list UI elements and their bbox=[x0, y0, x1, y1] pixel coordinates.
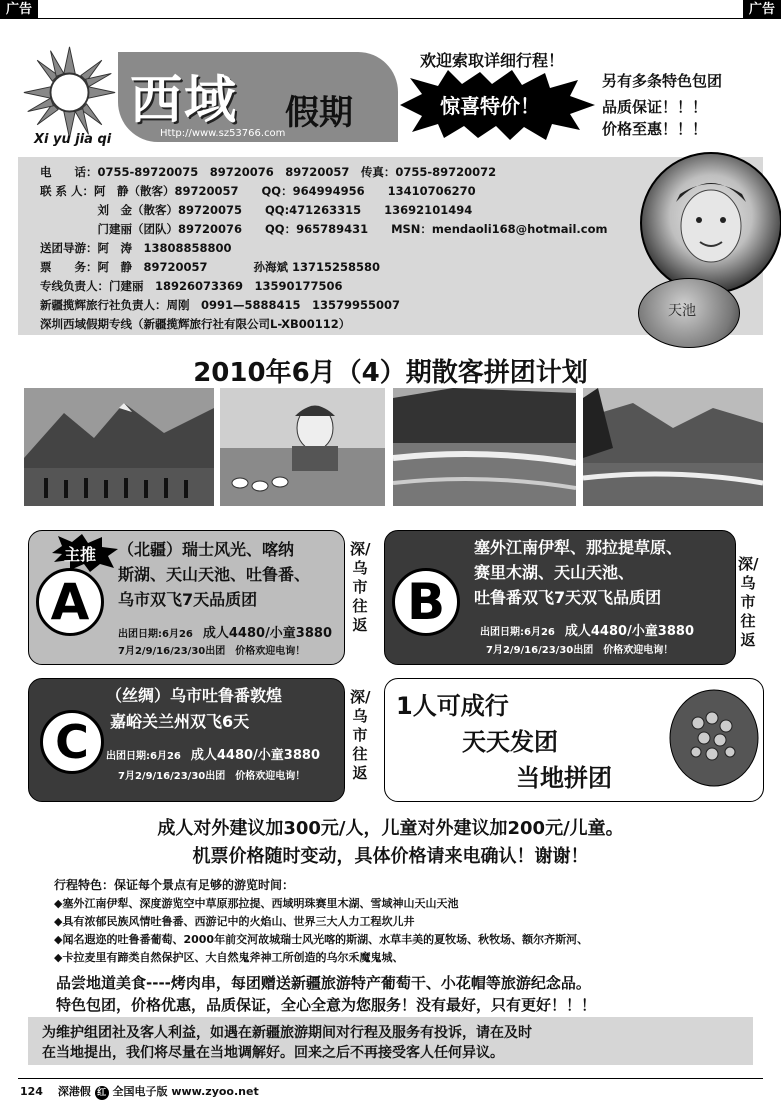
contact-person-2: 刘 金（散客）89720075 QQ:471263315 13692101494 bbox=[40, 203, 473, 217]
tour-c-more-dates: 7月2/9/16/23/30出团 价格欢迎电询！ bbox=[118, 771, 306, 782]
photo-mountain-river bbox=[583, 388, 763, 506]
feature-item: ◆卡拉麦里有蹄类自然保护区、大自然鬼斧神工所创造的乌尔禾魔鬼城、 bbox=[54, 951, 404, 964]
complaint-notice bbox=[28, 1017, 753, 1065]
contact-company: 深圳西域假期专线（新疆揽辉旅行社有限公司L-XB00112） bbox=[40, 317, 351, 331]
tour-b-child-price: /小童3880 bbox=[627, 624, 694, 639]
contact-phone: 电 话：0755-89720075 89720076 89720057 传真：0755-89720072 bbox=[40, 165, 497, 179]
contact-line-manager: 专线负责人：门建丽 18926073369 13590177506 bbox=[40, 279, 343, 293]
stone-inscription: 天池 bbox=[668, 303, 696, 319]
portrait-photo bbox=[640, 152, 781, 294]
tour-c-adult-price: 成人4480 bbox=[190, 748, 254, 763]
photo-grassland-girl bbox=[220, 388, 385, 506]
ad-label-right: 广告 bbox=[743, 0, 781, 19]
tour-c-dates: 出团日期:6月26 成人4480/小童3880 bbox=[106, 748, 320, 763]
tour-c-route: 深/乌市往返 bbox=[350, 688, 371, 782]
contact-agency-manager: 新疆揽辉旅行社负责人：周刚 0991—5888415 13579955007 bbox=[40, 298, 401, 312]
contact-person-1: 联 系 人：阿 静（散客）89720057 QQ：964994956 13410706270 bbox=[40, 184, 476, 198]
tour-a-more-dates: 7月2/9/16/23/30出团 价格欢迎电询！ bbox=[118, 646, 306, 657]
footer-mark-icon: 红 bbox=[95, 1086, 109, 1100]
tour-a-title-1: （北疆）瑞士风光、喀纳 bbox=[118, 540, 295, 559]
tour-d-line-1: 1人可成行 bbox=[396, 692, 509, 720]
featured-badge-text: 主推 bbox=[64, 545, 97, 564]
tour-c-title-2: 嘉峪关兰州双飞6天 bbox=[110, 712, 250, 731]
sun-logo-icon bbox=[22, 45, 117, 140]
tour-b-letter: B bbox=[392, 568, 460, 636]
tour-a-title-3: 乌市双飞7天品质团 bbox=[118, 590, 258, 609]
logo-pinyin: Xi yu jia qi bbox=[34, 132, 112, 147]
feature-item: ◆塞外江南伊犁、深度游览空中草原那拉提、西域明珠赛里木湖、雪域神山天山天池 bbox=[54, 897, 459, 910]
other-packages-text: 另有多条特色包团 bbox=[602, 72, 723, 90]
contact-person-3: 门建丽（团队）89720076 QQ：965789431 MSN：mendaoli168@hotmail.com bbox=[40, 222, 608, 236]
tour-b-route: 深/乌市往返 bbox=[738, 555, 759, 649]
tour-b-more-dates: 7月2/9/16/23/30出团 价格欢迎电询！ bbox=[486, 645, 674, 656]
welcome-text: 欢迎索取详细行程！ bbox=[420, 51, 565, 70]
tour-a-title-2: 斯湖、天山天池、吐鲁番、 bbox=[118, 565, 311, 584]
tour-a-letter: A bbox=[36, 568, 104, 636]
tour-a-child-price: /小童3880 bbox=[265, 626, 332, 641]
grape-vine-photo bbox=[668, 688, 760, 788]
tour-b-dates: 出团日期:6月26 成人4480/小童3880 bbox=[480, 624, 694, 639]
tour-d-line-3: 当地拼团 bbox=[516, 764, 612, 792]
tour-b-title-2: 赛里木湖、天山天池、 bbox=[474, 563, 635, 582]
service-slogan: 特色包团，价格优惠，品质保证，全心全意为您服务！没有最好，只有更好！！！ bbox=[56, 996, 597, 1014]
price-confirm-note: 机票价格随时变动，具体价格请来电确认！谢谢！ bbox=[192, 846, 589, 867]
footer-divider bbox=[18, 1078, 763, 1079]
tour-b-title-1: 塞外江南伊犁、那拉提草原、 bbox=[474, 538, 683, 557]
tour-b-title-3: 吐鲁番双飞7天双飞品质团 bbox=[474, 588, 662, 607]
contact-ticketing: 票 务：阿 静 89720057 孙海斌 13715258580 bbox=[40, 260, 381, 274]
logo-url[interactable]: Http://www.sz53766.com bbox=[160, 128, 286, 139]
photo-river-valley bbox=[393, 388, 576, 506]
tour-c-letter: C bbox=[40, 710, 104, 774]
page-number: 124 bbox=[20, 1085, 43, 1098]
notice-line-2: 在当地提出，我们将尽量在当地调解好。回来之后不再接受客人任何异议。 bbox=[42, 1045, 504, 1061]
contact-guide: 送团导游：阿 涛 13808858800 bbox=[40, 241, 232, 255]
footer-brand: 深港假 bbox=[57, 1085, 91, 1098]
tour-b-adult-price: 成人4480 bbox=[564, 624, 628, 639]
tour-a-dates: 出团日期:6月26 成人4480/小童3880 bbox=[118, 626, 332, 641]
food-gift-text: 品尝地道美食----烤肉串，每团赠送新疆旅游特产葡萄干、小花帽等旅游纪念品。 bbox=[56, 974, 591, 992]
features-title: 行程特色：保证每个景点有足够的游览时间： bbox=[54, 878, 295, 892]
ad-label-left: 广告 bbox=[0, 0, 38, 19]
page-headline: 2010年6月（4）期散客拼团计划 bbox=[193, 358, 588, 388]
footer-website[interactable]: 全国电子版 www.zyoo.net bbox=[112, 1085, 259, 1098]
logo-subtitle: 假期 bbox=[285, 93, 353, 133]
notice-line-1: 为维护组团社及客人利益，如遇在新疆旅游期间对行程及服务有投诉，请在及时 bbox=[42, 1025, 532, 1041]
best-price-text: 价格至惠！！！ bbox=[602, 120, 708, 138]
footer bbox=[20, 1083, 259, 1100]
tour-c-child-price: /小童3880 bbox=[253, 748, 320, 763]
logo-title: 西域 bbox=[130, 70, 239, 131]
photo-heavenly-lake bbox=[24, 388, 214, 506]
extra-fee-note: 成人对外建议加300元/人，儿童对外建议加200元/儿童。 bbox=[157, 818, 624, 839]
tour-d-line-2: 天天发团 bbox=[462, 728, 558, 756]
tour-c-title-1: （丝绸）乌市吐鲁番敦煌 bbox=[106, 686, 283, 705]
quality-guarantee-text: 品质保证！！！ bbox=[602, 98, 708, 116]
feature-item: ◆闻名遐迩的吐鲁番葡萄、2000年前交河故城瑞士风光喀的斯湖、水草丰美的夏牧场、秋牧场、额尔齐斯河、 bbox=[54, 933, 589, 946]
tour-a-adult-price: 成人4480 bbox=[202, 626, 266, 641]
special-price-text: 惊喜特价！ bbox=[440, 94, 540, 118]
tour-a-route: 深/乌市往返 bbox=[350, 540, 371, 634]
feature-item: ◆具有浓郁民族风情吐鲁番、西游记中的火焰山、世界三大人力工程坎儿井 bbox=[54, 915, 415, 928]
